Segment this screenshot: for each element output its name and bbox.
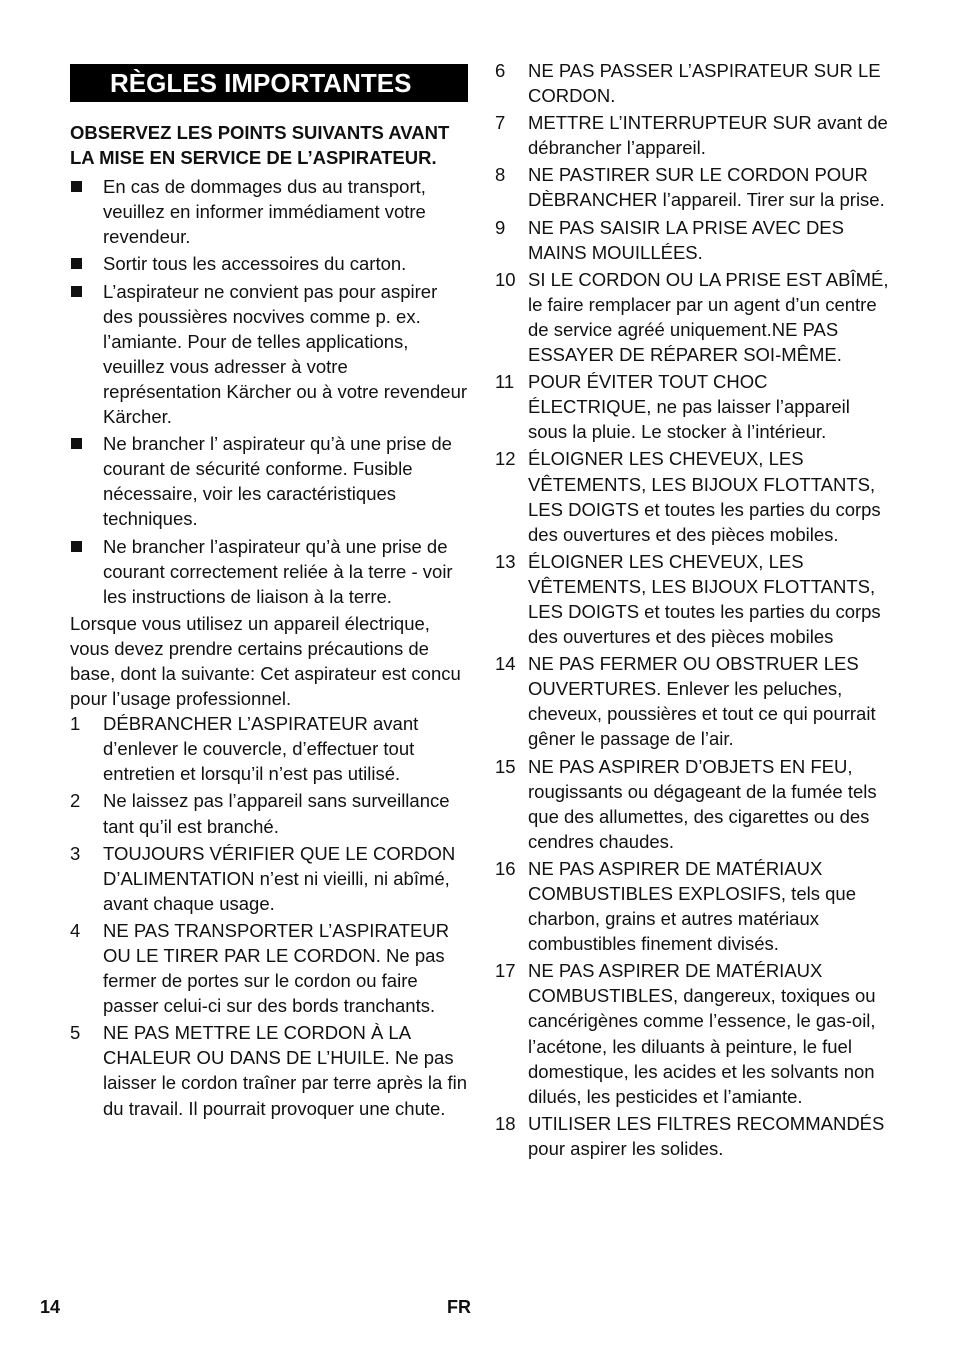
list-item: 10 SI LE CORDON OU LA PRISE EST ABÎMÉ, le faire remplacer par un agent d’un centre de service agréé uniquement.NE PAS ESSAYER DE RÉPARER SOI-MÊME.	[495, 268, 889, 366]
list-item: 15 NE PAS ASPIRER D’OBJETS EN FEU, rougissants ou dégageant de la fumée tels que des allumettes, des cigarettes ou des cendres chaudes.	[495, 755, 877, 852]
list-item: 12 ÉLOIGNER LES CHEVEUX, LES VÊTEMENTS, LES BIJOUX FLOTTANTS, LES DOIGTS et toutes les parties du corps des ouvertures et des pièces mobiles.	[495, 448, 881, 545]
list-item: 1 DÉBRANCHER L’ASPIRATEUR avant d’enlever le couvercle, d’effectuer tout entretien et lorsqu’il n’est pas utilisé.	[70, 713, 419, 785]
bullet-item: Ne brancher l’aspirateur qu’à une prise de courant correctement reliée à la terre - voir les instructions de liaison à la terre.	[70, 534, 468, 609]
bullet-item: Ne brancher l’ aspirateur qu’à une prise de courant de sécurité conforme. Fusible nécessaire, voir les caractéristiques techniques.	[70, 431, 468, 531]
bullet-item: En cas de dommages dus au transport, veuillez en informer immédiament votre revendeur.	[70, 174, 468, 249]
numbered-list-left	[70, 711, 468, 1121]
square-bullet-icon	[71, 286, 82, 297]
left-column	[70, 58, 468, 1123]
list-item: 13 ÉLOIGNER LES CHEVEUX, LES VÊTEMENTS, LES BIJOUX FLOTTANTS, LES DOIGTS et toutes les parties du corps des ouvertures et des pièces mobiles	[495, 550, 881, 648]
list-item: 3 TOUJOURS VÉRIFIER QUE LE CORDON D’ALIMENTATION n’est ni vieilli, ni abîmé, avant chaque usage.	[70, 842, 456, 914]
list-item: 11 POUR ÉVITER TOUT CHOC ÉLECTRIQUE, ne pas laisser l’appareil sous la pluie. Le stocker à l’intérieur.	[495, 371, 850, 443]
square-bullet-icon	[71, 541, 82, 552]
numbered-list-right	[495, 58, 890, 1161]
bullet-list	[70, 174, 468, 609]
square-bullet-icon	[71, 438, 82, 449]
language-code: FR	[447, 1297, 471, 1317]
list-item: 5 NE PAS METTRE LE CORDON À LA CHALEUR OU DANS DE L’HUILE. Ne pas laisser le cordon traîner par terre après la fin du travail. Il pourrait provoquer une chute.	[70, 1022, 468, 1119]
section-title: RÈGLES IMPORTANTES	[70, 64, 468, 102]
list-item: 16 NE PAS ASPIRER DE MATÉRIAUX COMBUSTIBLES EXPLOSIFS, tels que charbon, grains et autres matériaux combustibles finement divisés.	[495, 857, 856, 955]
right-column	[495, 58, 890, 1163]
list-item: 7 METTRE L’INTERRUPTEUR SUR avant de débrancher l’appareil.	[495, 112, 888, 159]
body-paragraph: Lorsque vous utilisez un appareil électrique, vous devez prendre certains précautions de base, dont la suivante: Cet aspirateur est concu pour l’usage professionnel.	[70, 612, 461, 710]
list-item: 6 NE PAS PASSER L’ASPIRATEUR SUR LE CORDON.	[495, 60, 881, 107]
list-item: 14 NE PAS FERMER OU OBSTRUER LES OUVERTURES. Enlever les peluches, cheveux, poussières et tout ce qui pourrait gêner le passage de l’air.	[495, 653, 876, 750]
bullet-item: Sortir tous les accessoires du carton.	[70, 251, 468, 276]
square-bullet-icon	[71, 258, 82, 269]
list-item: 8 NE PASTIRER SUR LE CORDON POUR DÈBRANCHER l’appareil. Tirer sur la prise.	[495, 164, 885, 211]
page-number: 14	[40, 1297, 61, 1317]
list-item: 4 NE PAS TRANSPORTER L’ASPIRATEUR OU LE TIRER PAR LE CORDON. Ne pas fermer de portes sur le cordon ou faire passer celui-ci sur des bords tranchants.	[70, 919, 450, 1017]
list-item: 17 NE PAS ASPIRER DE MATÉRIAUX COMBUSTIBLES, dangereux, toxiques ou cancérigènes comme l’essence, le gas-oil, l’acétone, les diluants à peinture, le fuel domestique, les acides et les solvants non dilués, les pesticides et l’amiante.	[495, 960, 876, 1107]
intro-heading: OBSERVEZ LES POINTS SUIVANTS AVANT LA MISE EN SERVICE DE L’ASPIRATEUR.	[70, 122, 450, 169]
bullet-item: L’aspirateur ne convient pas pour aspirer des poussières nocvives comme p. ex. l’amiante. Pour de telles applications, veuillez vous adresser à votre représentation Kärcher ou à votre revendeur Kärcher.	[70, 279, 468, 430]
list-item: 9 NE PAS SAISIR LA PRISE AVEC DES MAINS MOUILLÉES.	[495, 216, 844, 263]
list-item: 18 UTILISER LES FILTRES RECOMMANDÉS pour aspirer les solides.	[495, 1112, 885, 1159]
list-item: 2 Ne laissez pas l’appareil sans surveillance tant qu’il est branché.	[70, 790, 450, 837]
square-bullet-icon	[71, 181, 82, 192]
